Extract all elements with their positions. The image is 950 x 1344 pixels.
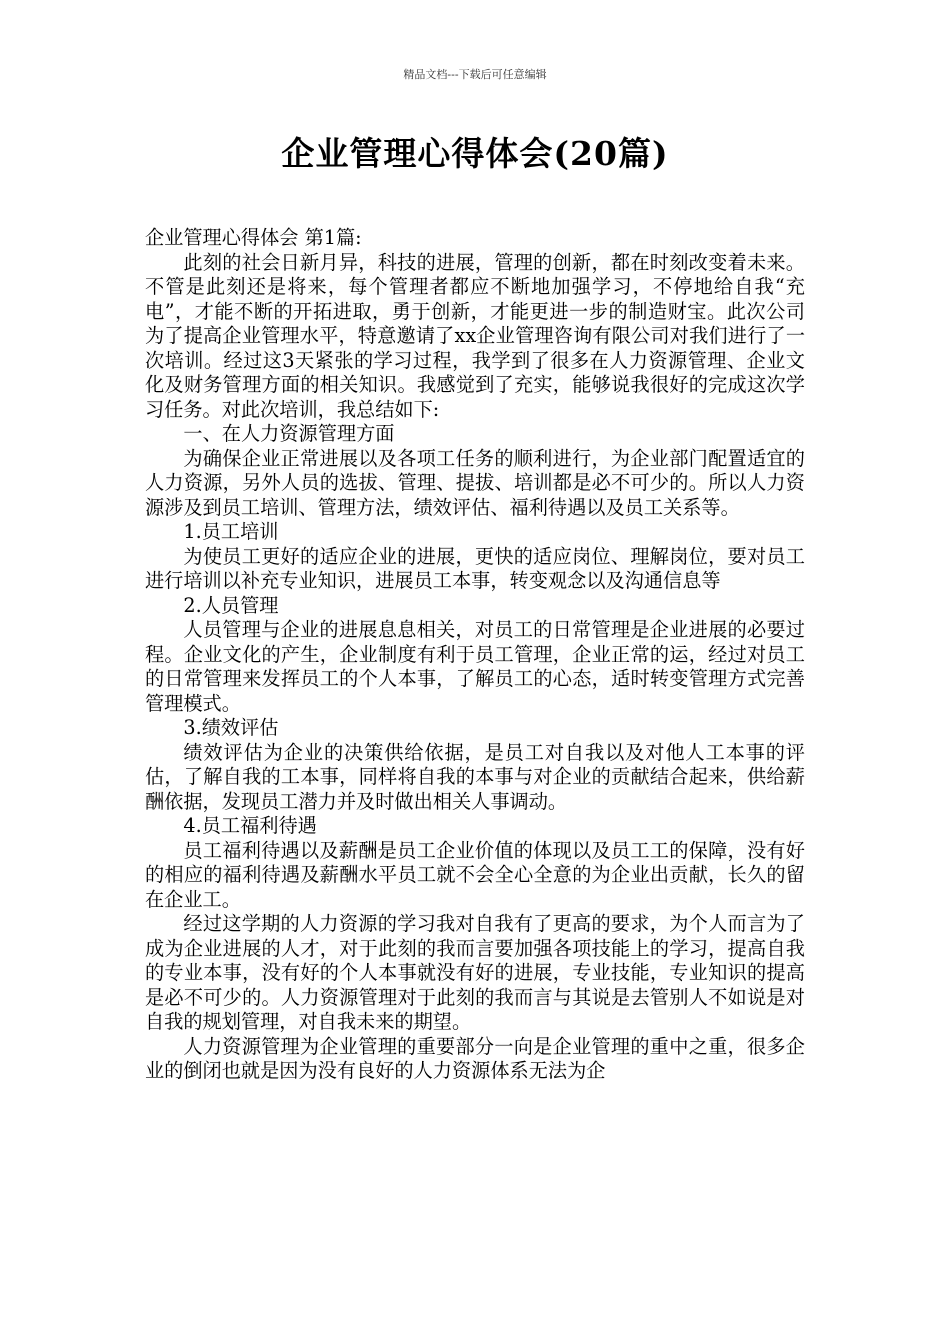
paragraph: 为确保企业正常进展以及各项工任务的顺利进行，为企业部门配置适宜的人力资源，另外人员的选拔、管理、提拔、培训都是必不可少的。所以人力资源涉及到员工培训、管理方法，绩效评估、福利待遇以及员工关系等。 [145, 446, 805, 519]
document-title: 企业管理心得体会(20篇) [281, 134, 669, 173]
paragraph: 一、在人力资源管理方面 [183, 422, 395, 445]
paragraph: 为使员工更好的适应企业的进展，更快的适应岗位、理解岗位，要对员工进行培训以补充专业知识，进展员工本事，转变观念以及沟通信息等 [145, 544, 805, 592]
paragraph: 4.员工福利待遇 [183, 814, 317, 837]
paragraph: 2.人员管理 [183, 593, 279, 617]
paragraph: 人力资源管理为企业管理的重要部分一向是企业管理的重中之重，很多企业的倒闭也就是因为没有良好的人力资源体系无法为企 [145, 1034, 805, 1082]
paragraph: 员工福利待遇以及薪酬是员工企业价值的体现以及员工工的保障，没有好的相应的福利待遇及薪酬水平员工就不会全心全意的为企业出贡献，长久的留在企业工。 [145, 838, 805, 911]
paragraph: 经过这学期的人力资源的学习我对自我有了更高的要求，为个人而言为了成为企业进展的人才，对于此刻的我而言要加强各项技能上的学习，提高自我的专业本事，没有好的个人本事就没有好的进展，专业技能，专业知识的提高是必不可少的。人力资源管理对于此刻的我而言与其说是去管别人不如说是对自我的规划管理，对自我未来的期望。 [145, 912, 805, 1033]
paragraph: 人员管理与企业的进展息息相关，对员工的日常管理是企业进展的必要过程。企业文化的产生，企业制度有利于员工管理，企业正常的运，经过对员工的日常管理来发挥员工的个人本事，了解员工的心态，适时转变管理方式完善管理模式。 [145, 618, 805, 715]
paragraph: 绩效评估为企业的决策供给依据，是员工对自我以及对他人工本事的评估，了解自我的工本事，同样将自我的本事与对企业的贡献结合起来，供给薪酬依据，发现员工潜力并及时做出相关人事调动。 [145, 740, 805, 813]
page-header: 精品文档---下载后可任意编辑 [403, 68, 547, 81]
paragraph: 此刻的社会日新月异，科技的进展，管理的创新，都在时刻改变着未来。不管是此刻还是将来，每个管理者都应不断地加强学习，不停地给自我“充电”，才能不断的开拓进取，勇于创新，才能更进一步的制造财宝。此次公司为了提高企业管理水平，特意邀请了xx企业管理咨询有限公司对我们进行了一次培训。经过这3天紧张的学习过程，我学到了很多在人力资源管理、企业文化及财务管理方面的相关知识。我感觉到了充实，能够说我很好的完成这次学习任务。对此次培训，我总结如下: [145, 250, 805, 421]
paragraph: 1.员工培训 [183, 520, 279, 543]
paragraph: 企业管理心得体会 第1篇: [145, 226, 362, 249]
paragraph: 3.绩效评估 [183, 716, 279, 739]
document-body [145, 226, 805, 1084]
